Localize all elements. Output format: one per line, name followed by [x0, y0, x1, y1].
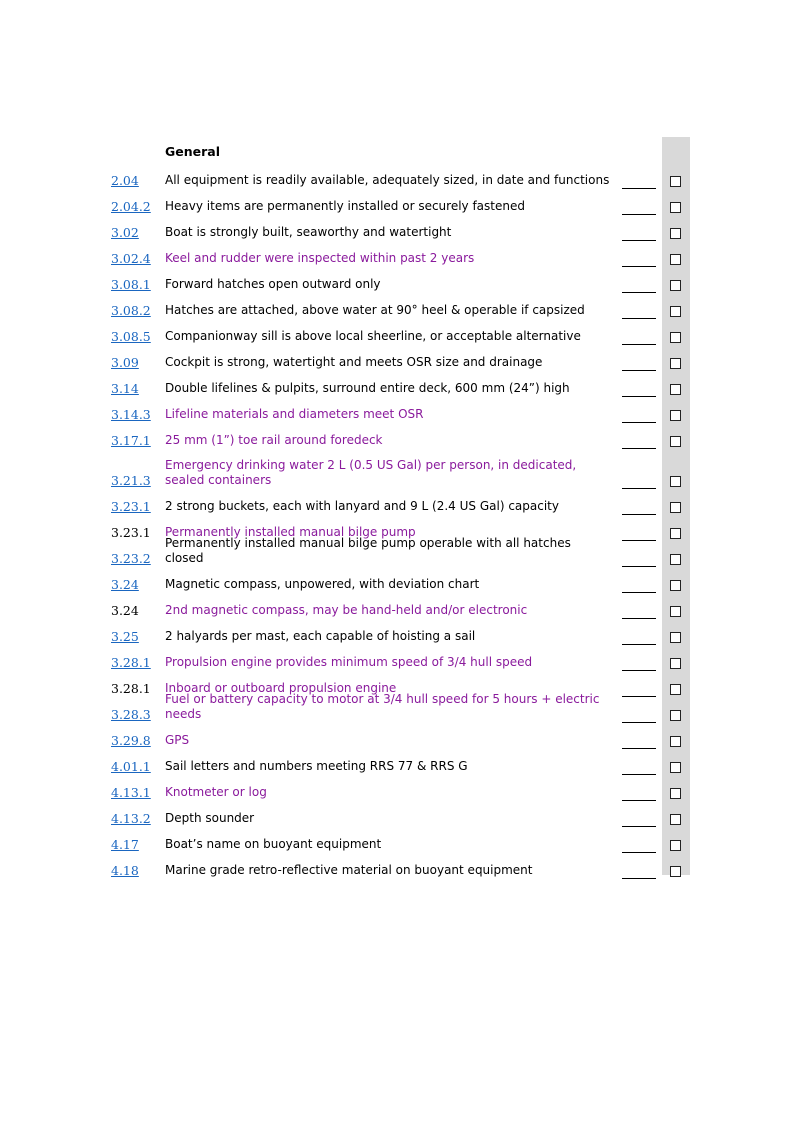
initials-blank[interactable] [622, 800, 656, 801]
requirement-text: Companionway sill is above local sheerline, or acceptable alternative [165, 329, 581, 343]
requirement-text: Heavy items are permanently installed or securely fastened [165, 199, 525, 213]
initials-blank[interactable] [622, 852, 656, 853]
checkbox[interactable] [670, 632, 681, 643]
reference-text: 3.24 [111, 603, 139, 618]
checkbox[interactable] [670, 606, 681, 617]
reference-link[interactable]: 3.08.2 [111, 303, 151, 318]
initials-blank[interactable] [622, 422, 656, 423]
checkbox[interactable] [670, 228, 681, 239]
checklist-row [0, 194, 794, 220]
reference-link[interactable]: 3.02 [111, 225, 139, 240]
requirement-text: Keel and rudder were inspected within past 2 years [165, 251, 475, 265]
checkbox[interactable] [670, 736, 681, 747]
reference-link[interactable]: 3.29.8 [111, 733, 151, 748]
checkbox[interactable] [670, 788, 681, 799]
initials-blank[interactable] [622, 670, 656, 671]
initials-blank[interactable] [622, 448, 656, 449]
requirement-text: 2 strong buckets, each with lanyard and 9 L (2.4 US Gal) capacity [165, 499, 559, 513]
checklist-row [0, 454, 794, 494]
reference-link[interactable]: 3.17.1 [111, 433, 151, 448]
reference-link[interactable]: 3.14 [111, 381, 139, 396]
checkbox[interactable] [670, 280, 681, 291]
initials-blank[interactable] [622, 748, 656, 749]
initials-blank[interactable] [622, 566, 656, 567]
requirement-text: 2 halyards per mast, each capable of hoisting a sail [165, 629, 476, 643]
requirement-text: Propulsion engine provides minimum speed of 3/4 hull speed [165, 655, 533, 669]
requirement-text: Magnetic compass, unpowered, with deviation chart [165, 577, 480, 591]
reference-link[interactable]: 3.23.2 [111, 551, 151, 566]
initials-blank[interactable] [622, 722, 656, 723]
reference-link[interactable]: 2.04.2 [111, 199, 151, 214]
checkbox[interactable] [670, 254, 681, 265]
checklist-row [0, 832, 794, 858]
checkbox[interactable] [670, 502, 681, 513]
requirement-text: Double lifelines & pulpits, surround entire deck, 600 mm (24”) high [165, 381, 570, 395]
checklist-row [0, 728, 794, 754]
requirement-text: Inboard or outboard propulsion engine [165, 681, 397, 695]
initials-blank[interactable] [622, 878, 656, 879]
initials-blank[interactable] [622, 826, 656, 827]
reference-link[interactable]: 4.13.1 [111, 785, 151, 800]
requirement-text: Emergency drinking water 2 L (0.5 US Gal) per person, in dedicated, sealed containers [165, 458, 577, 487]
initials-blank[interactable] [622, 188, 656, 189]
checkbox[interactable] [670, 476, 681, 487]
checklist-row [0, 494, 794, 520]
checklist-row [0, 806, 794, 832]
checkbox[interactable] [670, 658, 681, 669]
checkbox[interactable] [670, 710, 681, 721]
requirement-text: All equipment is readily available, adequately sized, in date and functions [165, 173, 610, 187]
requirement-text: Permanently installed manual bilge pump operable with all hatches closed [165, 536, 571, 565]
checklist-row [0, 650, 794, 676]
reference-link[interactable]: 3.24 [111, 577, 139, 592]
initials-blank[interactable] [622, 592, 656, 593]
checkbox[interactable] [670, 358, 681, 369]
reference-link[interactable]: 4.17 [111, 837, 139, 852]
reference-link[interactable]: 3.28.1 [111, 655, 151, 670]
initials-blank[interactable] [622, 618, 656, 619]
initials-blank[interactable] [622, 514, 656, 515]
initials-blank[interactable] [622, 214, 656, 215]
initials-blank[interactable] [622, 396, 656, 397]
requirement-text: Permanently installed manual bilge pump [165, 525, 416, 539]
requirement-text: Boat is strongly built, seaworthy and watertight [165, 225, 452, 239]
checkbox[interactable] [670, 332, 681, 343]
checkbox[interactable] [670, 384, 681, 395]
initials-blank[interactable] [622, 266, 656, 267]
reference-link[interactable]: 3.08.1 [111, 277, 151, 292]
reference-link[interactable]: 3.14.3 [111, 407, 151, 422]
checkbox[interactable] [670, 176, 681, 187]
requirement-text: Cockpit is strong, watertight and meets OSR size and drainage [165, 355, 543, 369]
reference-link[interactable]: 3.02.4 [111, 251, 151, 266]
reference-link[interactable]: 3.28.3 [111, 707, 151, 722]
reference-link[interactable]: 3.09 [111, 355, 139, 370]
checklist-row [0, 350, 794, 376]
requirement-text: Forward hatches open outward only [165, 277, 381, 291]
checkbox[interactable] [670, 306, 681, 317]
checklist-row [0, 624, 794, 650]
checkbox[interactable] [670, 554, 681, 565]
checklist-row [0, 780, 794, 806]
checklist-row [0, 572, 794, 598]
initials-blank[interactable] [622, 488, 656, 489]
reference-link[interactable]: 3.23.1 [111, 499, 151, 514]
checkbox[interactable] [670, 814, 681, 825]
requirement-text: Hatches are attached, above water at 90° heel & operable if capsized [165, 303, 585, 317]
initials-blank[interactable] [622, 318, 656, 319]
requirement-text: Knotmeter or log [165, 785, 267, 799]
initials-blank[interactable] [622, 774, 656, 775]
initials-blank[interactable] [622, 344, 656, 345]
checklist-row [0, 272, 794, 298]
reference-text: 3.23.1 [111, 525, 151, 540]
checklist-row [0, 402, 794, 428]
reference-link[interactable]: 3.08.5 [111, 329, 151, 344]
checklist-row [0, 324, 794, 350]
checklist-row [0, 858, 794, 884]
checklist-row [0, 428, 794, 454]
checkbox[interactable] [670, 840, 681, 851]
checklist-row [0, 754, 794, 780]
checkbox[interactable] [670, 528, 681, 539]
reference-link[interactable]: 2.04 [111, 173, 139, 188]
requirement-text: Sail letters and numbers meeting RRS 77 & RRS G [165, 759, 468, 773]
requirement-text: Fuel or battery capacity to motor at 3/4 hull speed for 5 hours + electric needs [165, 692, 600, 721]
initials-blank[interactable] [622, 240, 656, 241]
requirement-text: GPS [165, 733, 190, 747]
reference-text: 3.28.1 [111, 681, 151, 696]
initials-blank[interactable] [622, 644, 656, 645]
requirement-text: Marine grade retro-reflective material on buoyant equipment [165, 863, 533, 877]
reference-link[interactable]: 4.18 [111, 863, 139, 878]
checkbox[interactable] [670, 580, 681, 591]
reference-link[interactable]: 3.21.3 [111, 473, 151, 488]
checklist-row [0, 536, 794, 572]
checkbox[interactable] [670, 436, 681, 447]
checklist-row [0, 220, 794, 246]
requirement-text: Lifeline materials and diameters meet OSR [165, 407, 424, 421]
checklist-row [0, 376, 794, 402]
requirement-text: 25 mm (1”) toe rail around foredeck [165, 433, 383, 447]
checklist-row [0, 598, 794, 624]
checkbox[interactable] [670, 684, 681, 695]
requirement-text: 2nd magnetic compass, may be hand-held and/or electronic [165, 603, 528, 617]
initials-blank[interactable] [622, 696, 656, 697]
section-heading: General [165, 144, 220, 159]
initials-blank[interactable] [622, 292, 656, 293]
requirement-text: Depth sounder [165, 811, 255, 825]
initials-blank[interactable] [622, 540, 656, 541]
reference-link[interactable]: 4.13.2 [111, 811, 151, 826]
checklist-row [0, 692, 794, 728]
checkbox[interactable] [670, 762, 681, 773]
checklist-row [0, 246, 794, 272]
checkbox[interactable] [670, 866, 681, 877]
checkbox[interactable] [670, 410, 681, 421]
initials-blank[interactable] [622, 370, 656, 371]
checkbox[interactable] [670, 202, 681, 213]
checklist-row [0, 298, 794, 324]
requirement-text: Boat’s name on buoyant equipment [165, 837, 382, 851]
reference-link[interactable]: 3.25 [111, 629, 139, 644]
checklist-row [0, 168, 794, 194]
reference-link[interactable]: 4.01.1 [111, 759, 151, 774]
